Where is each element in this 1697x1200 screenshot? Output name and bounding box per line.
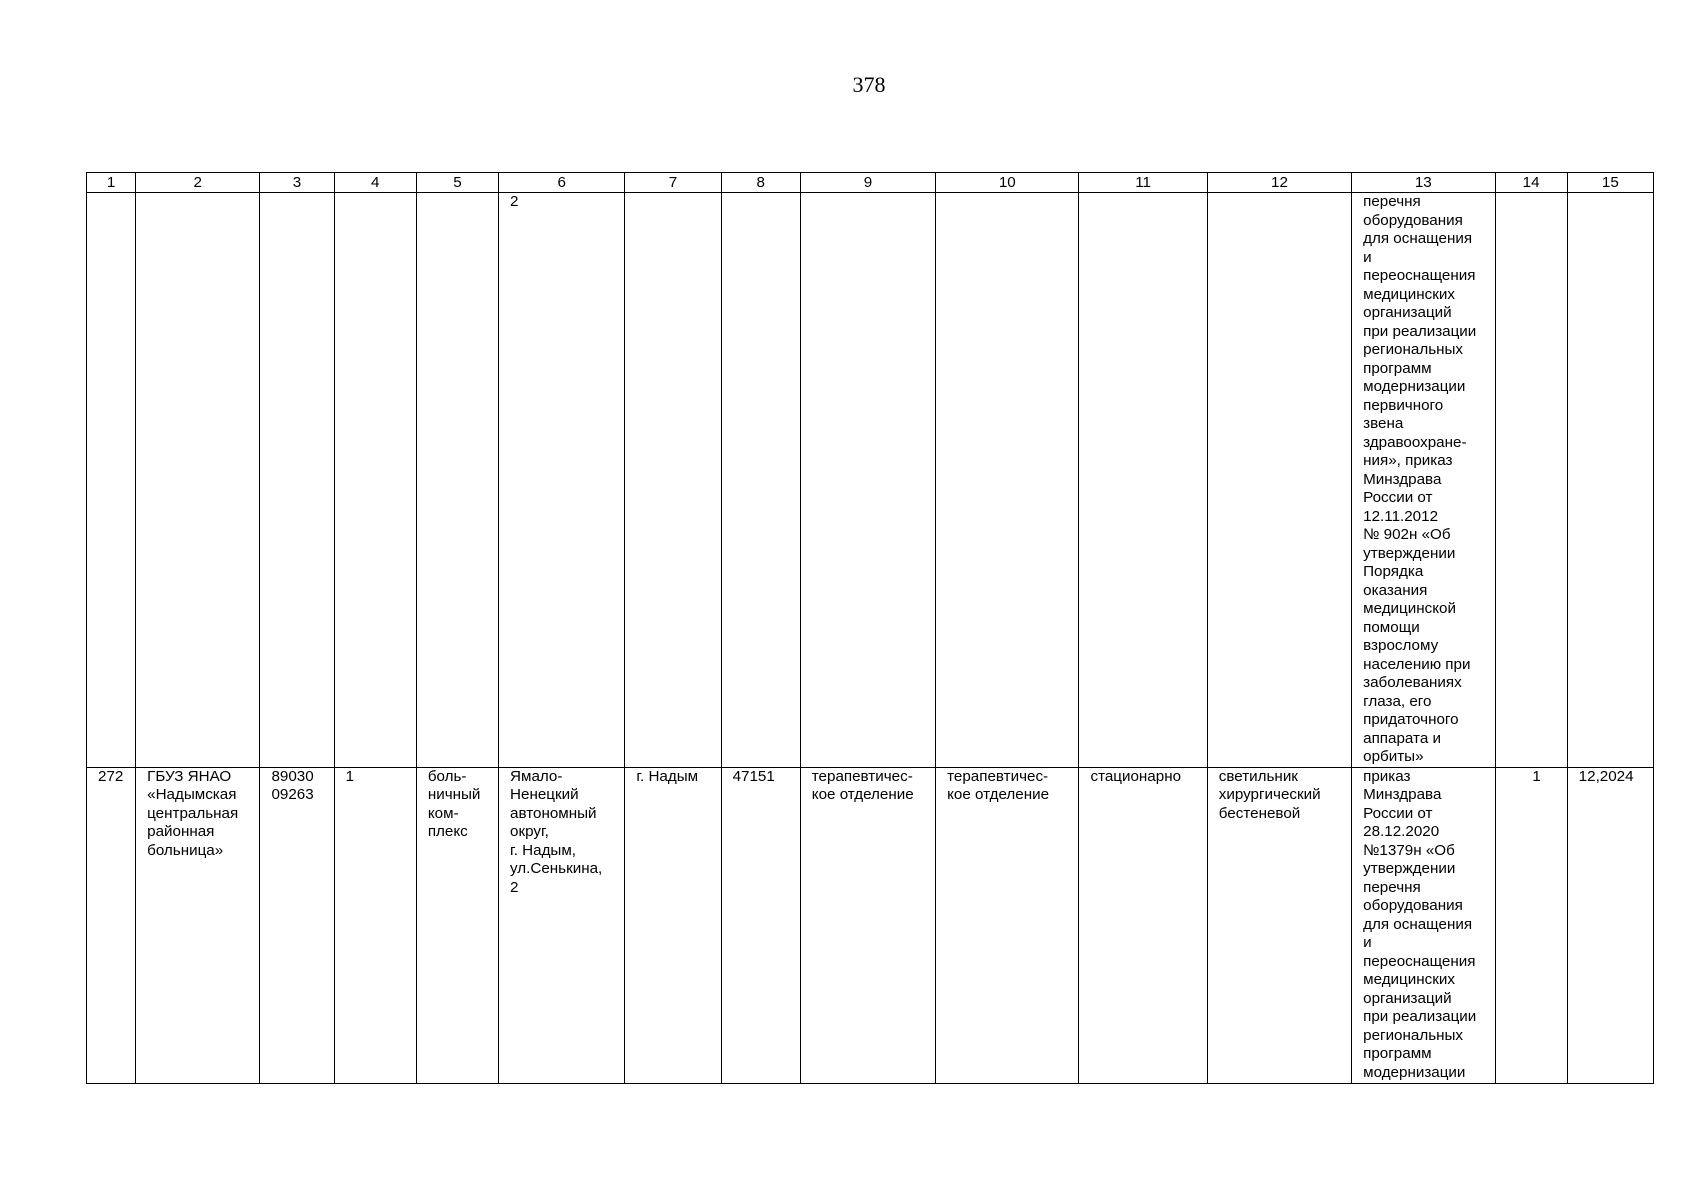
cell-line: региональных xyxy=(1363,1026,1464,1044)
cell-organization xyxy=(136,767,260,1083)
header-col-4: 4 xyxy=(334,173,416,193)
cell-line: 89030 xyxy=(271,767,314,785)
cell-cont-5 xyxy=(416,193,498,768)
cell-line: организаций xyxy=(1363,989,1452,1007)
cell-line: «Надымская xyxy=(147,786,237,803)
cell-line: организаций xyxy=(1363,304,1452,321)
cell-line: оборудования xyxy=(1363,897,1463,914)
cell-line: хирургический xyxy=(1218,786,1321,803)
header-col-5: 5 xyxy=(416,173,498,193)
equipment-table xyxy=(86,172,1654,1084)
cell-line: г. Надым, xyxy=(510,841,577,859)
cell-oktmo xyxy=(721,767,800,1083)
cell-line: №1379н «Об xyxy=(1363,841,1455,859)
cell-care-form xyxy=(1079,767,1207,1083)
cell-line: светильник xyxy=(1218,767,1298,785)
header-col-6: 6 xyxy=(499,173,625,193)
cell-line: Минздрава xyxy=(1363,470,1442,488)
header-col-12: 12 xyxy=(1207,173,1351,193)
cell-line: региональных xyxy=(1363,341,1464,358)
cell-line: приказ xyxy=(1363,767,1411,785)
cell-line: 47151 xyxy=(732,767,775,785)
cell-line: 2 xyxy=(510,878,519,896)
cell-line: 12,2024 xyxy=(1578,767,1634,785)
header-col-9: 9 xyxy=(800,173,935,193)
header-col-7: 7 xyxy=(625,173,721,193)
cell-line: центральная xyxy=(147,804,239,822)
cell-line: 12.11.2012 xyxy=(1363,507,1439,525)
cell-line: Минздрава xyxy=(1363,786,1442,803)
cell-line: программ xyxy=(1363,1045,1432,1062)
cell-line: стационарно xyxy=(1090,767,1182,785)
header-row xyxy=(87,173,1654,193)
cell-line: России от xyxy=(1363,804,1433,822)
cell-line: для оснащения xyxy=(1363,915,1473,933)
table-row-continuation xyxy=(87,193,1654,768)
cell-col4 xyxy=(334,767,416,1083)
cell-cont-1 xyxy=(87,193,136,768)
cell-line: при реализации xyxy=(1363,1008,1477,1025)
cell-line: ния», приказ xyxy=(1363,452,1453,469)
cell-cont-9 xyxy=(800,193,935,768)
cell-line: Порядка xyxy=(1363,563,1424,580)
cell-line: утверждении xyxy=(1363,544,1456,562)
cell-cont-12 xyxy=(1207,193,1351,768)
cell-line: и xyxy=(1363,248,1372,266)
cell-line: бестеневой xyxy=(1218,804,1301,822)
cell-line: округ, xyxy=(510,823,549,840)
cell-address xyxy=(499,767,625,1083)
cell-line: Ямало- xyxy=(510,767,563,785)
cell-line: первичного xyxy=(1363,396,1444,414)
cell-cont-legal-basis xyxy=(1352,193,1495,768)
header-col-14: 14 xyxy=(1495,173,1567,193)
cell-line: ничный xyxy=(427,786,481,803)
header-col-3: 3 xyxy=(260,173,334,193)
cell-cont-10 xyxy=(936,193,1079,768)
cell-line: 1 xyxy=(1532,767,1541,785)
cell-line: плекс xyxy=(427,823,468,840)
cell-cont-2 xyxy=(136,193,260,768)
cell-code xyxy=(260,767,334,1083)
cell-line: ком- xyxy=(427,804,459,822)
cell-cont-15 xyxy=(1567,193,1653,768)
cell-line: кое отделение xyxy=(947,786,1050,803)
cell-line: глаза, его xyxy=(1363,692,1432,710)
cell-line: 1 xyxy=(345,767,355,785)
cell-line: перечня xyxy=(1363,878,1421,896)
cell-quantity xyxy=(1495,767,1567,1083)
cell-line: 272 xyxy=(98,767,124,785)
cell-cont-7 xyxy=(625,193,721,768)
cell-line: для оснащения xyxy=(1363,230,1473,247)
cell-line: боль- xyxy=(427,767,467,785)
cell-date xyxy=(1567,767,1653,1083)
header-col-11: 11 xyxy=(1079,173,1207,193)
cell-line: кое отделение xyxy=(811,786,914,803)
cell-line: утверждении xyxy=(1363,860,1456,877)
cell-row-number xyxy=(87,767,136,1083)
cell-line: помощи xyxy=(1363,618,1420,636)
cell-line: медицинских xyxy=(1363,285,1455,303)
cell-line: районная xyxy=(147,823,215,840)
cell-cont-11 xyxy=(1079,193,1207,768)
cell-cont-8 xyxy=(721,193,800,768)
cell-line: аппарата и xyxy=(1363,729,1441,747)
cell-line: здравоохране- xyxy=(1363,433,1467,451)
cell-line: медицинской xyxy=(1363,600,1456,617)
header-col-10: 10 xyxy=(936,173,1079,193)
cell-legal-basis xyxy=(1352,767,1495,1083)
cell-line: оказания xyxy=(1363,581,1428,599)
cell-line: России от xyxy=(1363,489,1433,506)
cell-department xyxy=(800,767,935,1083)
cell-line: взрослому xyxy=(1363,637,1439,654)
header-col-2: 2 xyxy=(136,173,260,193)
header-col-13: 13 xyxy=(1352,173,1495,193)
cell-line: при реализации xyxy=(1363,322,1477,340)
cell-line: модернизации xyxy=(1363,1063,1466,1081)
cell-line: больница» xyxy=(147,841,224,859)
cell-line: 09263 xyxy=(271,786,314,803)
cell-cont-address-tail xyxy=(499,193,625,768)
cell-line: терапевтичес- xyxy=(811,767,913,785)
cell-line: перечня xyxy=(1363,193,1421,210)
header-col-15: 15 xyxy=(1567,173,1653,193)
cell-line: придаточного xyxy=(1363,711,1459,728)
cell-line: заболеваниях xyxy=(1363,674,1462,691)
cell-line: звена xyxy=(1363,415,1404,432)
cell-equipment xyxy=(1207,767,1351,1083)
cell-line: Ненецкий xyxy=(510,786,579,803)
cell-city xyxy=(625,767,721,1083)
cell-line: 2 xyxy=(510,193,519,210)
header-col-1: 1 xyxy=(87,173,136,193)
cell-line: ГБУЗ ЯНАО xyxy=(147,767,232,785)
table-row-272 xyxy=(87,767,1654,1083)
cell-cont-3 xyxy=(260,193,334,768)
cell-cont-4 xyxy=(334,193,416,768)
cell-line: переоснащения xyxy=(1363,952,1476,970)
cell-line: модернизации xyxy=(1363,378,1466,395)
cell-line: ул.Сенькина, xyxy=(510,860,603,877)
header-col-8: 8 xyxy=(721,173,800,193)
cell-line: населению при xyxy=(1363,655,1471,673)
cell-line: программ xyxy=(1363,359,1432,377)
cell-cont-14 xyxy=(1495,193,1567,768)
cell-line: и xyxy=(1363,934,1372,951)
cell-complex-type xyxy=(416,767,498,1083)
cell-line: автономный xyxy=(510,804,597,822)
cell-department-2 xyxy=(936,767,1079,1083)
cell-line: медицинских xyxy=(1363,971,1455,988)
page-number: 378 xyxy=(852,72,886,97)
cell-line: переоснащения xyxy=(1363,267,1476,284)
cell-line: № 902н «Об xyxy=(1363,526,1451,543)
cell-line: терапевтичес- xyxy=(947,767,1049,785)
cell-line: оборудования xyxy=(1363,211,1463,229)
cell-line: орбиты» xyxy=(1363,748,1424,765)
cell-line: 28.12.2020 xyxy=(1363,823,1440,840)
cell-line: г. Надым xyxy=(636,767,699,785)
